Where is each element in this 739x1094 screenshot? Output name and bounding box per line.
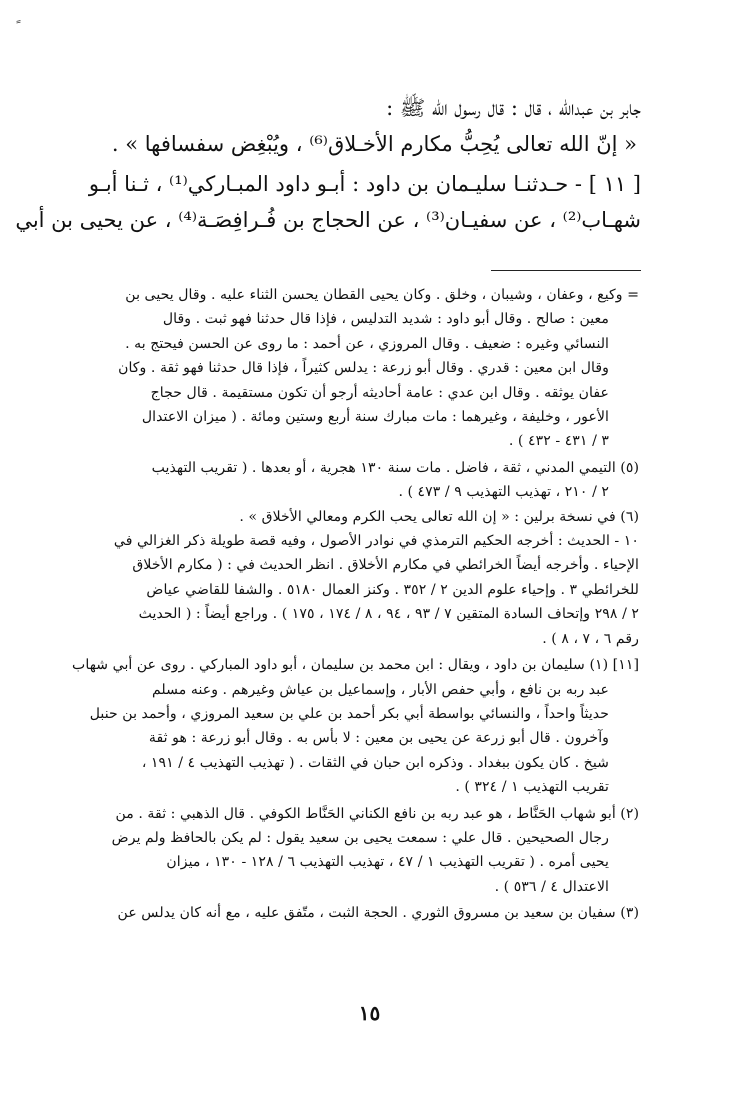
footnote-line: النسائي وغيره : ضعيف . وقال المروزي ، عن أحمد : ما روى عن الحسن فيحتج به . xyxy=(125,335,609,352)
footnote-line: (٢) أبو شهاب الحَنَّاط ، هو عبد ربه بن نافع الكناني الحَنَّاط الكوفي . قال الذهبي : ثقة . من xyxy=(115,805,639,822)
hadith-text: « إنّ الله تعالى يُحِبُّ مكارم الأخـلاق⁽⁶⁾ ، ويُبْغِض سفسافها » . xyxy=(111,132,637,156)
footnote-line: الأعور ، وخليفة ، وغيرهما : مات مبارك سنة أربع وستين ومائة . ( ميزان الاعتدال xyxy=(141,409,609,426)
footnote-line: رجال الصحيحين . قال علي : سمعت يحيى بن سعيد يقول : لم يكن بالحافظ ولم يرض xyxy=(111,829,609,846)
footnote-line: معين : صالح . وقال أبو داود : شديد التدليس ، فإذا قال حدثنا فهو ثبت . وقال xyxy=(162,311,609,328)
isnad-line: شهـاب⁽²⁾ ، عن سفيـان⁽³⁾ ، عن الحجاج بن فُـرافِصَـة⁽⁴⁾ ، عن يحيى بن أبي xyxy=(15,208,641,232)
footnote-line: ٢ / ٢١٠ ، تهذيب التهذيب ٩ / ٤٧٣ ) . xyxy=(398,484,609,501)
footnote-line: (٦) في نسخة برلين : « إن الله تعالى يحب الكرم ومعالي الأخلاق » . xyxy=(239,508,639,525)
footnote-line: تقريب التهذيب ١ / ٣٢٤ ) . xyxy=(455,779,609,796)
footnote-line: وآخرون . قال أبو زرعة عن يحيى بن معين : لا بأس به . وقال أبو زرعة : هو ثقة xyxy=(148,730,609,747)
footnote-line: عفان يوثقه . وقال ابن عدي : عامة أحاديثه أرجو أن تكون مستقيمة . قال حجاج xyxy=(150,384,609,401)
footnotes xyxy=(72,283,639,926)
footnote-line: الإحياء . وأخرجه أيضاً الخرائطي في مكارم الأخلاق . انظر الحديث في : ( مكارم الأخلاق xyxy=(132,557,639,574)
footnote-line: يحيى أمره . ( تقريب التهذيب ١ / ٤٧ ، تهذيب التهذيب ٦ / ١٢٨ - ١٣٠ ، ميزان xyxy=(166,854,609,871)
isnad-line: [ ١١ ] - حـدثنـا سليـمان بن داود : أبـو داود المبـاركي⁽¹⁾ ، ثـنا أبـو xyxy=(88,172,641,196)
footnote-line: للخرائطي ٣ . وإحياء علوم الدين ٢ / ٣٥٢ . وكنز العمال ٥١٨٠ . والشفا للقاضي عياض xyxy=(146,581,639,598)
footnote-separator xyxy=(491,270,641,271)
footnote-line: رقم ٦ ، ٧ ، ٨ ) . xyxy=(542,630,639,647)
footnote-line: (٣) سفيان بن سعيد بن مسروق الثوري . الحجة الثبت ، متّفق عليه ، مع أنه كان يدلس عن xyxy=(117,905,639,922)
footnote-line: الاعتدال ٤ / ٥٣٦ ) . xyxy=(494,878,609,895)
main-text xyxy=(15,90,641,238)
footnote-line: = وكيع ، وعفان ، وشيبان ، وخلق . وكان يحيى القطان يحسن الثناء عليه . وقال يحيى بن xyxy=(125,287,639,303)
footnote-line: عبد ربه بن نافع ، وأبي حفص الأبار ، وإسماعيل بن عياش وغيرهم . وعنه مسلم xyxy=(151,681,609,698)
footnote-line: ٣ / ٤٣١ - ٤٣٢ ) . xyxy=(508,433,609,450)
footnote-line: ١٠ - الحديث : أخرجه الحكيم الترمذي في نوادر الأصول ، وفيه قصة طويلة ذكر الغزالي في xyxy=(113,533,639,550)
footnote-line: [١١] (١) سليمان بن داود ، ويقال : ابن محمد بن سليمان ، أبو داود المباركي . روى عن أبي شهاب xyxy=(72,657,639,674)
footnote-line: شيخ . كان يكون ببغداد . وذكره ابن حبان في الثقات . ( تهذيب التهذيب ٤ / ١٩١ ، xyxy=(141,754,609,771)
footnote-line: وقال ابن معين : قدري . وقال أبو زرعة : يدلس كثيراً ، فإذا قال حدثنا فهو ثقة . وكان xyxy=(118,360,609,377)
footnote-line: حديثاً واحداً ، والنسائي بواسطة أبي بكر أحمد بن علي بن سعيد المروزي ، وأحمد بن حنبل xyxy=(89,705,609,722)
page-number: ١٥ xyxy=(358,1001,381,1025)
footnote-line: (٥) التيمي المدني ، ثقة ، فاضل . مات سنة ١٣٠ هجرية ، أو بعدها . ( تقريب التهذيب xyxy=(151,459,639,476)
main-line: جابر بن عبدالله ، قال : قال رسول الله ﷺ : xyxy=(386,96,641,120)
footnote-line: ٢ / ٢٩٨ وإتحاف السادة المتقين ٧ / ٩٣ ، ٩٤ ، ٨ / ١٧٤ ، ١٧٥ ) . وراجع أيضاً : ( الحديث xyxy=(138,606,639,623)
